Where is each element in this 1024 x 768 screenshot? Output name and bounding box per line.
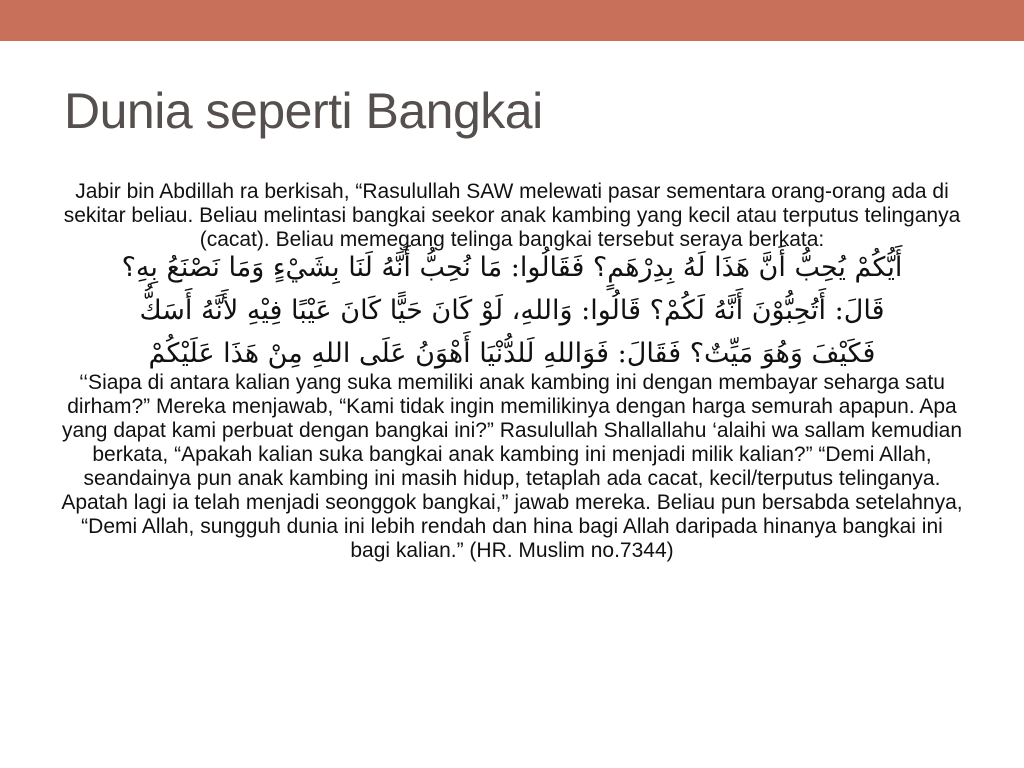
translation-paragraph: ‘‘Siapa di antara kalian yang suka memiliki anak kambing ini dengan membayar seharga satu dirham?” Mereka menjawab, “Kami tidak ingin memilikinya dengan harga semurah apapun. Apa yang dapat kami perbuat dengan bangkai ini?” Rasulullah Shallallahu ‘alaihi wa sallam kemudian berkata, “Apakah kalian suka bangkai anak kambing ini menjadi milik kalian?” “Demi Allah, seandainya pun anak kambing ini masih hidup, tetaplah ada cacat, kecil/terputus telinganya. Apatah lagi ia telah menjadi seonggok bangkai,” jawab mereka. Beliau pun bersabda setelahnya, “Demi Allah, sungguh dunia ini lebih rendah dan hina bagi Allah daripada hinanya bangkai ini bagi kalian.” (HR. Muslim no.7344) — [61, 371, 963, 562]
top-accent-bar — [0, 0, 1024, 41]
arabic-line-1: أَيُّكُمْ يُحِبُّ أَنَّ هَذَا لَهُ بِدِرْهَمٍ؟ فَقَالُوا: مَا نُحِبُّ أَنَّهُ لَنَا بِشَيْءٍ وَمَا نَصْنَعُ بِهِ؟ — [121, 252, 903, 283]
slide-title: Dunia seperti Bangkai — [64, 83, 543, 139]
slide-body — [60, 180, 964, 563]
arabic-hadith — [60, 246, 964, 375]
arabic-line-3: فَكَيْفَ وَهُوَ مَيِّتٌ؟ فَقَالَ: فَوَاللهِ لَلدُّنْيَا أَهْوَنُ عَلَى اللهِ مِنْ هَذَا عَلَيْكُمْ — [148, 338, 876, 369]
arabic-line-2: قَالَ: أَتُحِبُّوْنَ أَنَّهُ لَكُمْ؟ قَالُوا: وَاللهِ، لَوْ كَانَ حَيًّا كَانَ عَيْبًا فِيْهِ لأَنَّهُ أَسَكُّ — [139, 295, 885, 326]
intro-paragraph: Jabir bin Abdillah ra berkisah, “Rasulullah SAW melewati pasar sementara orang-orang ada di sekitar beliau. Beliau melintasi bangkai seekor anak kambing yang kecil atau terputus telinganya (cacat). Beliau memegang telinga bangkai tersebut seraya berkata: — [63, 180, 961, 251]
